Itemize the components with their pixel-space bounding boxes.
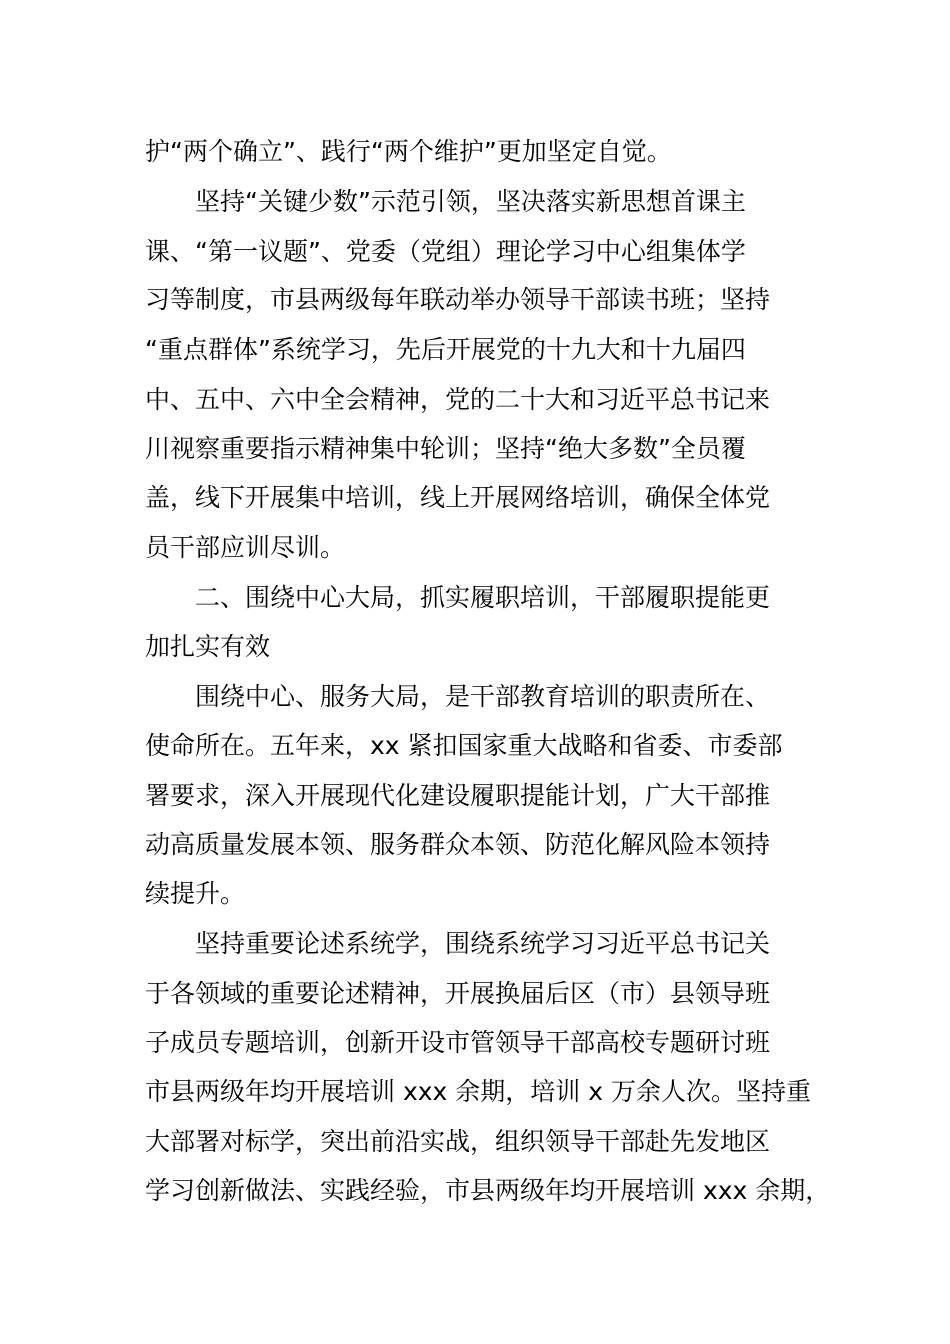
section-heading: 加扎实有效 [145, 632, 271, 661]
text-line: “重点群体”系统学习，先后开展党的十九大和十九届四 [145, 335, 746, 364]
text-line: 川视察重要指示精神集中轮训；坚持“绝大多数”全员覆 [145, 434, 746, 463]
text-line: 习等制度，市县两级每年联动举办领导干部读书班；坚持 [145, 285, 771, 314]
text-line: 子成员专题培训，创新开设市管领导干部高校专题研讨班 [145, 1028, 771, 1057]
text-line: 坚持重要论述系统学，围绕系统学习习近平总书记关 [195, 929, 771, 958]
text-line: 署要求，深入开展现代化建设履职提能计划，广大干部推 [145, 781, 771, 810]
text-line: 动高质量发展本领、服务群众本领、防范化解风险本领持 [145, 830, 771, 859]
text-line: 员干部应训尽训。 [145, 533, 346, 562]
text-line: 大部署对标学，突出前沿实战，组织领导干部赴先发地区 [145, 1127, 771, 1156]
section-heading: 二、围绕中心大局，抓实履职培训，干部履职提能更 [195, 583, 771, 612]
text-line: 中、五中、六中全会精神，党的二十大和习近平总书记来 [145, 385, 771, 414]
text-line: 学习创新做法、实践经验，市县两级年均开展培训 xxx 余期， [145, 1176, 831, 1205]
text-line: 坚持“关键少数”示范引领，坚决落实新思想首课主 [195, 187, 746, 216]
text-line: 盖，线下开展集中培训，线上开展网络培训，确保全体党 [145, 483, 771, 512]
text-line: 续提升。 [145, 879, 246, 908]
text-line: 护“两个确立”、践行“两个维护”更加坚定自觉。 [145, 137, 672, 166]
text-line: 围绕中心、服务大局，是干部教育培训的职责所在、 [195, 682, 771, 711]
text-line: 课、“第一议题”、党委（党组）理论学习中心组集体学 [145, 237, 746, 266]
text-line: 市县两级年均开展培训 xxx 余期，培训 x 万余人次。坚持重 [145, 1077, 811, 1106]
text-line: 使命所在。五年来，xx 紧扣国家重大战略和省委、市委部 [145, 731, 783, 760]
text-line: 于各领域的重要论述精神，开展换届后区（市）县领导班 [145, 979, 771, 1008]
